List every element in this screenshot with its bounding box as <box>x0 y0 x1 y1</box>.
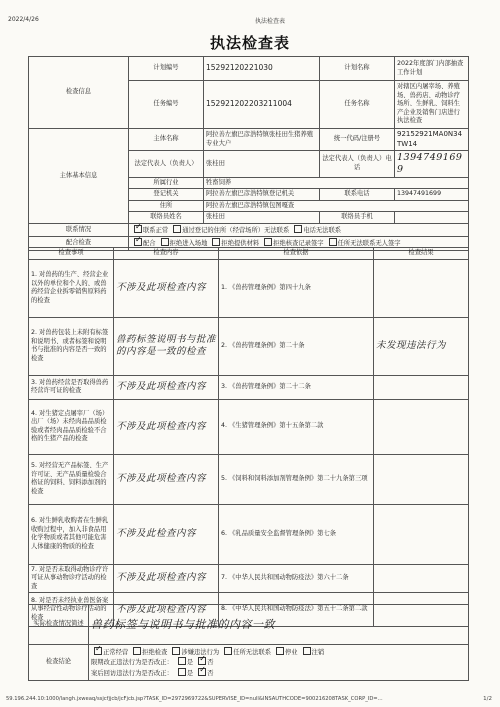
contact-option-2-label: 电话无法联系 <box>303 226 342 234</box>
contact-option-0-checkbox[interactable] <box>134 225 142 233</box>
task-name-label: 任务名称 <box>320 81 395 129</box>
table-row <box>29 399 469 454</box>
coop-option-3-checkbox[interactable] <box>264 238 272 246</box>
item-text: 6. 对生鲜乳收购者在生鲜乳收购过程中，加入非食品用化学物质或者其他可能危害人体健康的物质的检查 <box>29 504 114 564</box>
liaison-value: 张桂田 <box>204 212 320 224</box>
item-result <box>374 564 469 593</box>
item-text: 1. 对兽药的生产、经营企业以外的单位和个人的、或兽药经营企业拆零销售原料药的检查 <box>29 259 114 317</box>
contact-status-options <box>129 223 469 237</box>
form-title: 执法检查表 <box>209 34 290 52</box>
actual-label: 实际检查情况简述 <box>29 605 89 645</box>
table-row <box>29 375 469 399</box>
actual-summary-handwritten: 兽药标签与说明书与批准的内容一致 <box>89 605 469 645</box>
item-result <box>374 454 469 504</box>
contact-phone-value: 13947491699 <box>395 189 469 201</box>
item-content-handwritten: 不涉及此项检查内容 <box>114 259 219 317</box>
conclusion-option-3-label: 任所无法联系 <box>233 648 271 656</box>
conclusion-option-2-checkbox[interactable] <box>172 647 180 655</box>
table-row <box>29 504 469 564</box>
fix-question: 限期改正违法行为是否改正： <box>91 659 173 667</box>
footer-page-number: 1/2 <box>483 696 492 702</box>
coop-option-1-checkbox[interactable] <box>161 238 169 246</box>
contact-option-1-label: 通过登记的住所（经营场所）无法联系 <box>182 226 290 234</box>
liaison-mobile-label: 联络员手机 <box>320 212 395 224</box>
table-row <box>29 317 469 375</box>
legal-phone-value: 13947491699 <box>395 151 469 178</box>
items-table <box>28 247 469 627</box>
plan-name-label: 计划名称 <box>320 57 395 81</box>
coop-option-0-label: 配合 <box>143 240 156 248</box>
item-basis: 5. 《饲料和饲料添加剂管理条例》第二十九条第三项 <box>219 454 374 504</box>
contact-option-1-checkbox[interactable] <box>173 225 181 233</box>
coop-option-0-checkbox[interactable] <box>134 238 142 246</box>
subject-name-value: 阿拉善左旗巴彦浩特镇张桂田生猪养殖专业大户 <box>204 129 320 151</box>
content-col-header: 检查内容 <box>114 248 219 260</box>
item-text: 5. 对经营无产品标签、生产许可证、无产品质量检验合格证的饲料、饲料添加剂的检查 <box>29 454 114 504</box>
item-content-handwritten: 不涉及此项检查内容 <box>114 375 219 399</box>
punish-question: 案后回访违法行为是否改正： <box>91 669 173 677</box>
legal-rep-value: 张桂田 <box>204 151 320 178</box>
address-label: 住所 <box>129 200 204 212</box>
table-row <box>29 564 469 593</box>
item-result <box>374 399 469 454</box>
coop-option-1-label: 拒绝进入场地 <box>169 240 208 248</box>
item-content-handwritten: 不涉及此项检查内容 <box>114 593 219 627</box>
item-text: 3. 对兽药经营是否取得兽药经营许可证的检查 <box>29 375 114 399</box>
reg-authority-label: 登记机关 <box>129 189 204 201</box>
task-name-value: 对辖区内屠宰场、养殖场、兽药店、动物诊疗场所、生鲜乳、饲料生产企业及销售门店进行执法检查 <box>395 81 469 129</box>
table-row <box>29 454 469 504</box>
conclusion-option-1-checkbox[interactable] <box>133 647 141 655</box>
item-result: 未发现违法行为 <box>374 317 469 375</box>
basis-col-header: 检查依据 <box>219 248 374 260</box>
item-text: 4. 对生猪定点屠宰厂（场）出厂（场）未经肉品品质检验或者经肉品品质检验不合格的生猪产品的检查 <box>29 399 114 454</box>
subject-name-label: 主体名称 <box>129 129 204 151</box>
conclusion-option-2-label: 涉嫌违法行为 <box>181 648 220 656</box>
item-basis: 4. 《生猪管理条例》第十五条第二款 <box>219 399 374 454</box>
plan-name-value: 2022年度部门内部抽查工作计划 <box>395 57 469 81</box>
conclusion-option-3-checkbox[interactable] <box>224 647 232 655</box>
conclusion-option-5-label: 注销 <box>311 648 325 656</box>
task-no-value: 152921202203211004 <box>204 81 320 129</box>
item-text: 8. 对是否未经执业兽医备案从事经营性动物诊疗活动的检查 <box>29 593 114 627</box>
coop-option-4-checkbox[interactable] <box>329 238 337 246</box>
liaison-label: 联络员姓名 <box>129 212 204 224</box>
item-content-handwritten: 不涉及此项检查内容 <box>114 564 219 593</box>
coop-option-4-label: 任所无法联系无人签字 <box>337 240 401 248</box>
punish-no-label: 否 <box>207 669 214 677</box>
contact-phone-label: 联系电话 <box>320 189 395 201</box>
legal-phone-label: 法定代表人（负责人）电话 <box>320 151 395 178</box>
conclusion-option-4-label: 停业 <box>285 648 298 656</box>
fix-yes-label: 是 <box>186 659 194 667</box>
coop-option-2-checkbox[interactable] <box>212 238 220 246</box>
footer-url: 59.196.244.10:1000/langh.jxweaq/ssjcfjjcb/jcFjcb.jsp?TASK_ID=2972969722&SUPERVISE_ID=null&INSAUTHCODE=900216208TASK_CORP_ID=... <box>6 696 383 702</box>
credit-code-value: 92152921MA0N34TW14 <box>395 129 469 151</box>
print-date: 2022/4/26 <box>8 16 39 23</box>
coop-option-3-label: 拒绝核查记录签字 <box>273 240 324 248</box>
liaison-mobile-value <box>395 212 469 224</box>
credit-code-label: 统一代码/注册号 <box>320 129 395 151</box>
conclusion-option-5-checkbox[interactable] <box>303 647 311 655</box>
conclusion-label: 检查结论 <box>29 645 89 681</box>
punish-yes-label: 是 <box>186 669 194 677</box>
conclusion-option-1-label: 拒绝检查 <box>142 648 168 656</box>
item-content-handwritten: 不涉及此项检查内容 <box>114 454 219 504</box>
fix-no-label: 否 <box>207 659 214 667</box>
item-result <box>374 375 469 399</box>
table-row <box>29 259 469 317</box>
conclusion-option-0-label: 正常经营 <box>103 648 129 656</box>
contact-option-0-label: 联系正常 <box>143 226 169 234</box>
check-info-label: 检查信息 <box>29 57 129 129</box>
item-basis: 6. 《乳品质量安全监督管理条例》第七条 <box>219 504 374 564</box>
punish-no-checkbox[interactable] <box>198 668 206 676</box>
subject-info-label: 主体基本信息 <box>29 129 129 224</box>
address-value: 阿拉善左旗巴彦浩特镇包图嘎查 <box>204 200 469 212</box>
result-col-header: 检查结果 <box>374 248 469 260</box>
coop-option-2-label: 拒绝提供材料 <box>221 240 260 248</box>
reg-authority-value: 阿拉善左旗巴彦浩特镇登记机关 <box>204 189 320 201</box>
info-table <box>28 56 469 251</box>
summary-table <box>28 604 469 681</box>
item-basis: 3. 《兽药管理条例》第二十二条 <box>219 375 374 399</box>
item-content-handwritten: 兽药标签说明书与批准的内容是一致的检查 <box>114 317 219 375</box>
legal-rep-label: 法定代表人（负责人） <box>129 151 204 178</box>
fix-yes-checkbox[interactable] <box>178 657 186 665</box>
item-col-header: 检查事项 <box>29 248 114 260</box>
contact-option-2-checkbox[interactable] <box>294 225 302 233</box>
contact-status-label: 联系情况 <box>29 223 129 237</box>
item-basis: 2. 《兽药管理条例》第二十条 <box>219 317 374 375</box>
item-basis: 1. 《兽药管理条例》第四十九条 <box>219 259 374 317</box>
item-basis: 8. 《中华人民共和国动物防疫法》第五十二条第二款 <box>219 593 374 627</box>
punish-yes-checkbox[interactable] <box>178 668 186 676</box>
industry-value: 牲畜饲养 <box>204 177 469 189</box>
item-result <box>374 259 469 317</box>
industry-label: 所属行业 <box>129 177 204 189</box>
item-text: 2. 对兽药包装上未附有标签和说明书、或者标签和说明书与批准的内容是否一致的检查 <box>29 317 114 375</box>
plan-no-value: 15292120221030 <box>204 57 320 81</box>
task-no-label: 任务编号 <box>129 81 204 129</box>
conclusion-option-4-checkbox[interactable] <box>276 647 284 655</box>
print-page-title: 执法检查表 <box>255 18 286 25</box>
item-content-handwritten: 不涉及此项检查内容 <box>114 399 219 454</box>
item-basis: 7. 《中华人民共和国动物防疫法》第六十二条 <box>219 564 374 593</box>
item-result <box>374 504 469 564</box>
conclusion-options <box>89 645 469 681</box>
item-text: 7. 对是否未取得动物诊疗许可证从事动物诊疗活动的检查 <box>29 564 114 593</box>
item-content-handwritten: 不涉及此检查内容 <box>114 504 219 564</box>
cooperation-label: 配合检查 <box>29 237 129 251</box>
plan-no-label: 计划编号 <box>129 57 204 81</box>
conclusion-option-0-checkbox[interactable] <box>94 647 102 655</box>
